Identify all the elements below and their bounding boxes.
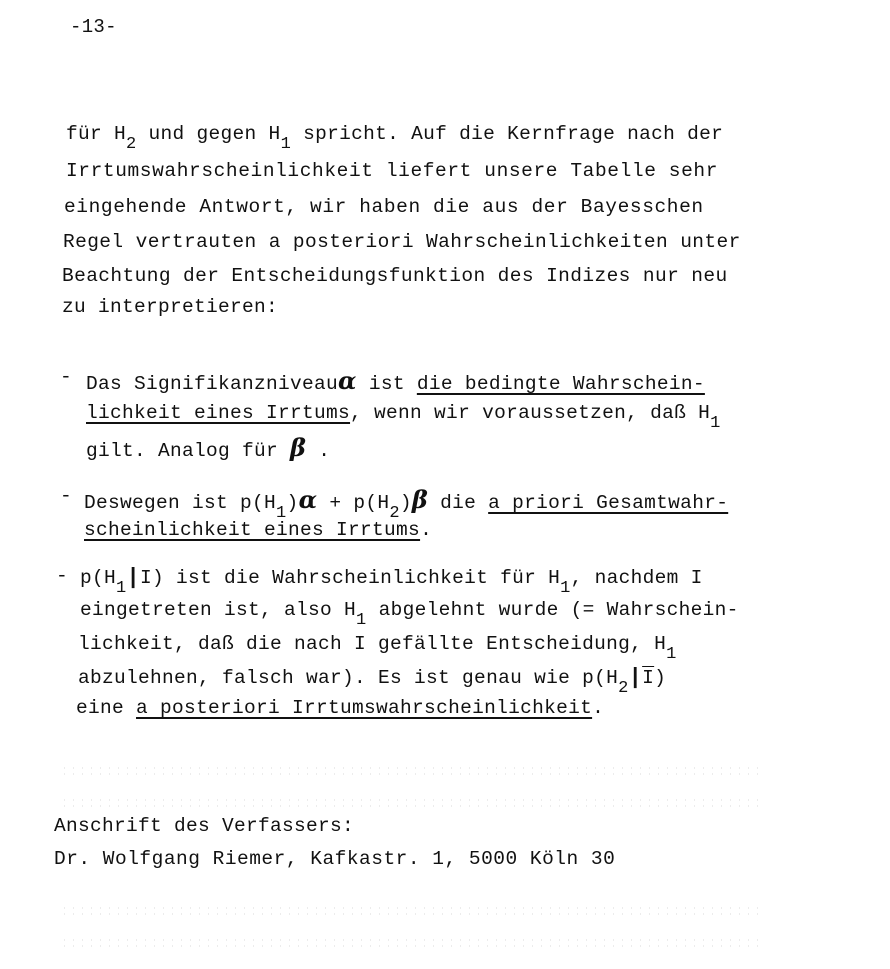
scan-noise <box>60 937 760 949</box>
scan-noise <box>60 905 760 917</box>
text: , nachdem I <box>570 567 703 589</box>
bullet-1-line-1 <box>86 366 705 395</box>
text: p(H <box>80 567 117 589</box>
bullet-3-line-3 <box>78 633 677 664</box>
text: eingetreten ist, also H <box>80 599 357 621</box>
text: ) <box>286 492 299 514</box>
subscript: 2 <box>126 135 137 154</box>
bullet-2-line-1 <box>84 485 729 523</box>
text: . <box>306 440 331 462</box>
text: die <box>428 492 489 514</box>
text: gilt. Analog für <box>86 440 291 462</box>
bullet-marker: - <box>56 565 69 587</box>
bullet-3-line-5 <box>76 697 604 719</box>
subscript: 1 <box>280 135 292 154</box>
subscript: 1 <box>710 414 721 433</box>
subscript: 1 <box>560 579 571 598</box>
emphasis: a posteriori Irrtumswahrscheinlichkeit <box>136 697 593 719</box>
scan-noise <box>60 765 760 777</box>
text: ist <box>356 373 417 395</box>
text: und gegen H <box>136 123 281 145</box>
subscript: 1 <box>666 645 677 664</box>
text: lichkeit, daß die nach I gefällte Entscheidung, H <box>78 633 667 655</box>
emphasis: scheinlichkeit eines Irrtums <box>84 519 421 541</box>
text: Deswegen ist p(H <box>84 492 277 514</box>
text: spricht. Auf die Kernfrage nach der <box>291 123 724 145</box>
text: eine <box>76 697 137 719</box>
subscript: 1 <box>116 579 127 598</box>
text: , wenn wir voraussetzen, daß H <box>350 402 711 424</box>
intro-line-1 <box>66 123 724 154</box>
bullet-1-line-3 <box>86 433 330 462</box>
intro-line-6: zu interpretieren: <box>62 296 279 318</box>
text: . <box>420 519 433 541</box>
text: abzulehnen, falsch war). Es ist genau wie p(H <box>78 667 619 689</box>
text: für H <box>66 123 127 145</box>
text: abgelehnt wurde (= Wahrschein- <box>366 599 739 621</box>
text: Das Signifikanzniveau <box>86 373 339 395</box>
author-heading: Anschrift des Verfassers: <box>54 815 355 837</box>
bullet-marker: - <box>60 366 73 388</box>
text: + p(H <box>317 492 390 514</box>
beta-symbol: β <box>411 485 429 514</box>
alpha-symbol: α <box>298 485 318 514</box>
scan-noise <box>60 797 760 809</box>
text: ) <box>399 492 412 514</box>
conditional-bar: | <box>126 565 141 590</box>
page-number: -13- <box>70 16 117 38</box>
author-address: Dr. Wolfgang Riemer, Kafkastr. 1, 5000 Köln 30 <box>54 848 616 870</box>
subscript: 1 <box>356 611 367 630</box>
bullet-3-line-4 <box>78 665 667 698</box>
beta-symbol: β <box>290 433 307 462</box>
intro-line-4: Regel vertrauten a posteriori Wahrscheinlichkeiten unter <box>63 231 741 253</box>
text: I) ist die Wahrscheinlichkeit für H <box>140 567 561 589</box>
subscript: 1 <box>276 504 287 523</box>
text: ) <box>654 667 667 689</box>
subscript: 2 <box>389 504 400 523</box>
subscript: 2 <box>618 679 629 698</box>
text: . <box>592 697 605 719</box>
bullet-3-line-2 <box>80 599 739 630</box>
emphasis: a priori Gesamtwahr- <box>488 492 729 514</box>
intro-line-2: Irrtumswahrscheinlichkeit liefert unsere Tabelle sehr <box>66 160 719 182</box>
bullet-2-line-2 <box>84 519 432 541</box>
complement-i: $\overline{I}$ <box>642 667 655 689</box>
emphasis: die bedingte Wahrschein- <box>416 373 705 395</box>
emphasis: lichkeit eines Irrtums <box>86 402 351 424</box>
bullet-1-line-2 <box>86 402 721 433</box>
bullet-3-line-1 <box>80 565 703 598</box>
intro-line-3: eingehende Antwort, wir haben die aus der Bayesschen <box>64 196 704 218</box>
alpha-symbol: α <box>338 366 357 395</box>
intro-line-5: Beachtung der Entscheidungsfunktion des Indizes nur neu <box>62 265 728 287</box>
bullet-marker: - <box>60 485 73 507</box>
conditional-bar: | <box>628 665 643 690</box>
